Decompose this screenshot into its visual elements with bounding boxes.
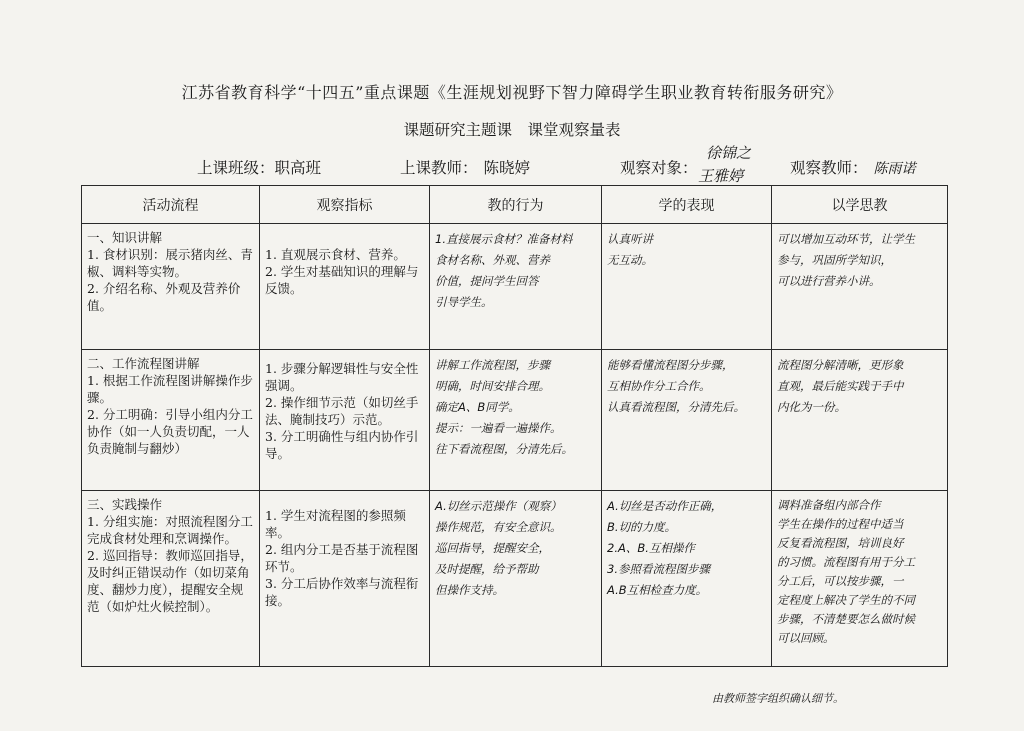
reflection-cell bbox=[772, 350, 948, 491]
indicator-item: 1. 直观展示食材、营养。 bbox=[265, 247, 406, 262]
teaching-note: 提示：一遍看一遍操作。 bbox=[435, 421, 562, 435]
indicator-item: 3. 分工明确性与组内协作引导。 bbox=[265, 429, 419, 461]
learning-note: A.切丝是否动作正确， bbox=[607, 499, 723, 513]
teaching-note: 价值，提问学生回答 bbox=[435, 274, 539, 288]
table-row bbox=[82, 224, 948, 350]
teaching-note: A.切丝示范操作（观察） bbox=[435, 499, 562, 513]
page-title: 江苏省教育科学“十四五”重点课题《生涯规划视野下智力障碍学生职业教育转衔服务研究》 bbox=[181, 83, 843, 102]
header-flow: 活动流程 bbox=[82, 186, 260, 224]
teaching-cell bbox=[430, 224, 602, 350]
learning-note: 能够看懂流程图分步骤， bbox=[607, 358, 734, 372]
footer-handwritten-note: 由教师签字组织确认细节。 bbox=[712, 692, 844, 705]
class-info bbox=[197, 156, 321, 178]
header-teaching: 教的行为 bbox=[430, 186, 602, 224]
reflection-note: 定程度上解决了学生的不同 bbox=[777, 593, 915, 607]
reflection-note: 直观，最后能实践于手中 bbox=[777, 379, 904, 393]
learning-note: 无互动。 bbox=[607, 253, 653, 267]
header-learning: 学的表现 bbox=[602, 186, 772, 224]
reflection-note: 可以回顾。 bbox=[777, 631, 835, 645]
indicator-cell bbox=[260, 224, 430, 350]
learning-note: 认真听讲 bbox=[607, 232, 653, 246]
observer-label: 观察教师： bbox=[790, 159, 868, 177]
teacher-info bbox=[400, 156, 530, 178]
observed-student-1: 徐锦之 bbox=[706, 144, 752, 162]
indicator-cell bbox=[260, 350, 430, 491]
flow-item: 2. 巡回指导：教师巡回指导，及时纠正错误动作（如切菜角度、翻炒力度），提醒安全规范（如炉灶火候控制）。 bbox=[87, 548, 253, 614]
flow-item: 1. 根据工作流程图讲解操作步骤。 bbox=[87, 373, 253, 405]
reflection-note: 可以进行营养小讲。 bbox=[777, 274, 881, 288]
reflection-cell bbox=[772, 224, 948, 350]
indicator-item: 1. 步骤分解逻辑性与安全性强调。 bbox=[265, 361, 419, 393]
flow-cell bbox=[82, 224, 260, 350]
reflection-note: 分工后，可以按步骤，一 bbox=[777, 574, 904, 588]
observer-info bbox=[790, 156, 916, 178]
teaching-note: 讲解工作流程图，步骤 bbox=[435, 358, 550, 372]
observation-table bbox=[81, 185, 948, 667]
flow-title: 三、实践操作 bbox=[87, 497, 163, 512]
reflection-note: 内化为一份。 bbox=[777, 400, 846, 414]
reflection-note: 参与，巩固所学知识， bbox=[777, 253, 892, 267]
learning-note: 2.A、B.互相操作 bbox=[607, 541, 695, 555]
reflection-note: 步骤，不清楚要怎么做时候 bbox=[777, 612, 915, 626]
indicator-item: 2. 组内分工是否基于流程图环节。 bbox=[265, 542, 419, 574]
observer-signature: 陈雨诺 bbox=[873, 161, 916, 177]
page-subtitle: 课题研究主题课 课堂观察量表 bbox=[403, 121, 621, 139]
flow-item: 2. 介绍名称、外观及营养价值。 bbox=[87, 281, 241, 313]
learning-cell bbox=[602, 224, 772, 350]
class-value: 职高班 bbox=[274, 159, 322, 177]
flow-cell bbox=[82, 350, 260, 491]
teaching-cell bbox=[430, 491, 602, 667]
reflection-note: 流程图分解清晰，更形象 bbox=[777, 358, 904, 372]
teaching-cell bbox=[430, 350, 602, 491]
flow-item: 2. 分工明确：引导小组内分工协作（如一人负责切配，一人负责腌制与翻炒） bbox=[87, 407, 253, 456]
indicator-item: 2. 操作细节示范（如切丝手法、腌制技巧）示范。 bbox=[265, 395, 419, 427]
reflection-note: 学生在操作的过程中适当 bbox=[777, 517, 904, 531]
class-label: 上课班级： bbox=[197, 159, 275, 177]
table-header-row bbox=[82, 186, 948, 224]
learning-cell bbox=[602, 491, 772, 667]
teaching-note: 明确，时间安排合理。 bbox=[435, 379, 550, 393]
teaching-note: 及时提醒，给予帮助 bbox=[435, 562, 539, 576]
reflection-note: 的习惯。流程图有用于分工 bbox=[777, 555, 915, 569]
learning-note: 认真看流程图，分清先后。 bbox=[607, 400, 745, 414]
learning-note: A.B互相检查力度。 bbox=[607, 583, 708, 597]
learning-cell bbox=[602, 350, 772, 491]
reflection-note: 可以增加互动环节，让学生 bbox=[777, 232, 915, 246]
teaching-note: 1.直接展示食材？准备材料 bbox=[435, 232, 573, 246]
flow-title: 二、工作流程图讲解 bbox=[87, 356, 200, 371]
flow-item: 1. 分组实施：对照流程图分工完成食材处理和烹调操作。 bbox=[87, 514, 253, 546]
teaching-note: 往下看流程图，分清先后。 bbox=[435, 442, 573, 456]
header-indicators: 观察指标 bbox=[260, 186, 430, 224]
reflection-note: 反复看流程图，培训良好 bbox=[777, 536, 904, 550]
flow-title: 一、知识讲解 bbox=[87, 230, 163, 245]
observed-info bbox=[620, 156, 698, 178]
teaching-note: 巡回指导，提醒安全， bbox=[435, 541, 550, 555]
indicator-item: 3. 分工后协作效率与流程衔接。 bbox=[265, 576, 419, 608]
teaching-note: 确定A、B同学。 bbox=[435, 400, 520, 414]
reflection-note: 调料准备组内部合作 bbox=[777, 498, 881, 512]
teacher-value: 陈晓婷 bbox=[483, 159, 531, 177]
teaching-note: 食材名称、外观、营养 bbox=[435, 253, 550, 267]
indicator-item: 2. 学生对基础知识的理解与反馈。 bbox=[265, 264, 419, 296]
learning-note: 互相协作分工合作。 bbox=[607, 379, 711, 393]
teaching-note: 操作规范，有安全意识。 bbox=[435, 520, 562, 534]
indicator-cell bbox=[260, 491, 430, 667]
header-reflection: 以学思教 bbox=[772, 186, 948, 224]
table-row bbox=[82, 491, 948, 667]
teacher-label: 上课教师： bbox=[400, 159, 478, 177]
teaching-note: 引导学生。 bbox=[435, 295, 493, 309]
table-row bbox=[82, 350, 948, 491]
reflection-cell bbox=[772, 491, 948, 667]
observed-label: 观察对象： bbox=[620, 159, 698, 177]
flow-cell bbox=[82, 491, 260, 667]
learning-note: 3.参照看流程图步骤 bbox=[607, 562, 710, 576]
flow-item: 1. 食材识别：展示猪肉丝、青椒、调料等实物。 bbox=[87, 247, 253, 279]
indicator-item: 1. 学生对流程图的参照频率。 bbox=[265, 508, 406, 540]
learning-note: B.切的力度。 bbox=[607, 520, 677, 534]
observed-student-2: 王雅婷 bbox=[698, 167, 744, 185]
teaching-note: 但操作支持。 bbox=[435, 583, 504, 597]
